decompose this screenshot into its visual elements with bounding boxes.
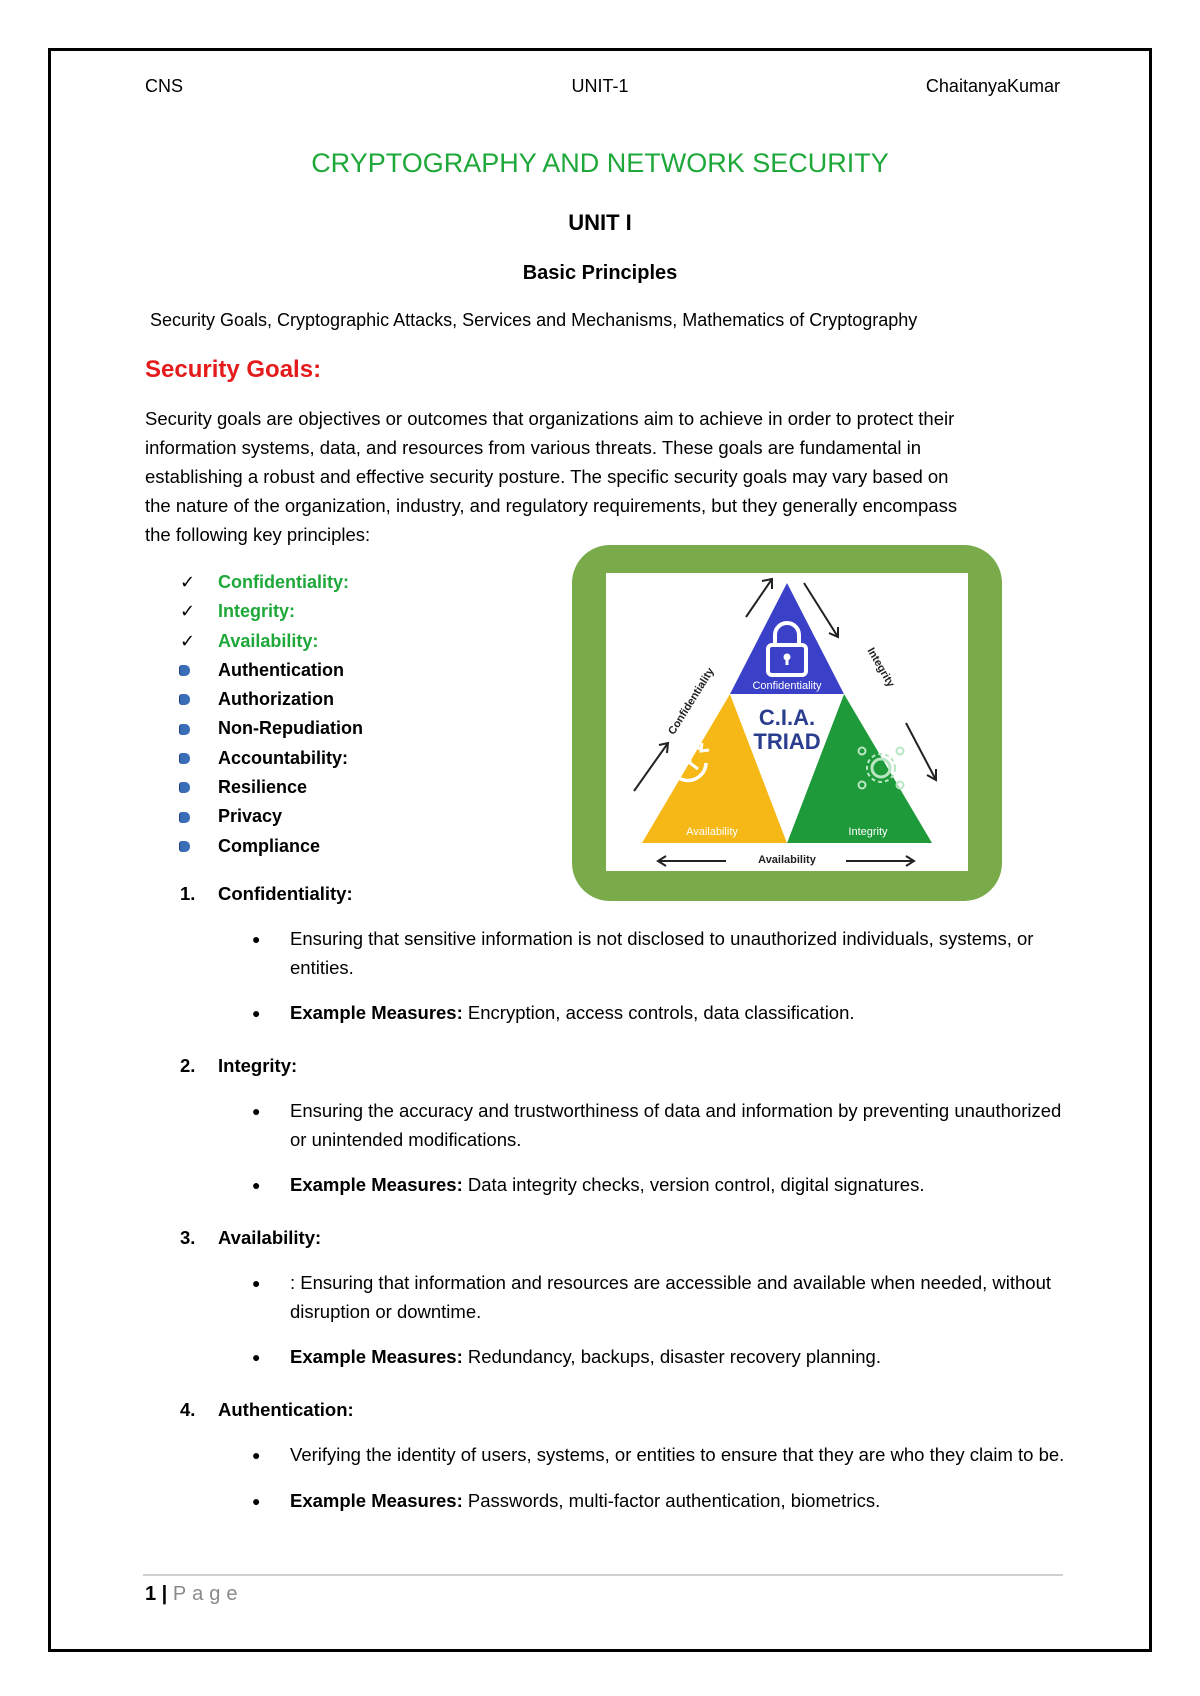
cia-triad-diagram: [606, 573, 968, 871]
goal-example: [252, 1486, 1080, 1516]
list-item: [180, 568, 363, 597]
goal-heading: [180, 878, 1080, 910]
triad-title-line2: TRIAD: [753, 729, 821, 754]
goal-heading: [180, 1394, 1080, 1426]
example-text: Passwords, multi-factor authentication, biometrics.: [462, 1490, 881, 1511]
bullet-icon: ●: [252, 1275, 261, 1291]
example-label: Example Measures:: [290, 1490, 463, 1511]
footer-divider: [143, 1574, 1063, 1576]
goal-label: Authentication: [218, 659, 344, 680]
goal-number: 4.: [180, 1399, 196, 1420]
goal-example: [252, 998, 1080, 1028]
page-footer: [145, 1583, 244, 1606]
goal-example: [252, 1170, 1080, 1200]
page-number: 1: [145, 1583, 157, 1605]
example-text: Redundancy, backups, disaster recovery planning.: [462, 1346, 881, 1367]
goal-description: ● Verifying the identity of users, systems, or entities to ensure that they are who they claim to be.: [252, 1440, 1080, 1470]
goal-label: Resilience: [218, 777, 308, 798]
goal-description: ● Ensuring that sensitive information is not disclosed to unauthorized individuals, systems, or entities.: [252, 924, 1080, 982]
goal-number: 2.: [180, 1055, 196, 1076]
footer-separator: |: [156, 1583, 173, 1605]
side-right-label: Integrity: [864, 645, 897, 690]
section-heading: Security Goals:: [145, 356, 322, 383]
bullet-icon: ●: [252, 1103, 261, 1119]
header-author: ChaitanyaKumar: [925, 76, 1060, 96]
goal-description: ● : Ensuring that information and resources are accessible and available when needed, without disruption or downtime.: [252, 1268, 1080, 1326]
checkmark-icon: ✓: [180, 572, 196, 592]
list-item: [180, 685, 363, 714]
example-text: Data integrity checks, version control, digital signatures.: [462, 1174, 925, 1195]
list-item: [180, 802, 363, 831]
list-item: [180, 773, 363, 802]
cia-triad-panel: [606, 573, 968, 871]
topics-line: Security Goals, Cryptographic Attacks, Services and Mechanisms, Mathematics of Cryptography: [150, 310, 918, 330]
goal-name: Availability:: [218, 1227, 322, 1248]
triad-title-line1: C.I.A.: [758, 705, 816, 730]
goal-label: Availability:: [218, 630, 319, 651]
top-triangle-label: Confidentiality: [752, 680, 822, 692]
goal-label: Accountability:: [218, 747, 349, 768]
goal-label: Privacy: [218, 806, 283, 827]
list-item: [180, 627, 363, 656]
list-item: [180, 714, 363, 743]
goal-item: [180, 1394, 1080, 1516]
list-item: [180, 832, 363, 861]
list-item: [180, 656, 363, 685]
goal-description: ● Ensuring the accuracy and trustworthiness of data and information by preventing unauthorized or unintended modifications.: [252, 1096, 1080, 1154]
intro-line: establishing a robust and effective security posture. The specific security goals may vary based on: [145, 466, 949, 487]
bullet-icon: [180, 812, 218, 823]
unit-heading: UNIT I: [568, 210, 632, 235]
header-unit: UNIT-1: [571, 76, 629, 96]
right-triangle-label: Integrity: [848, 826, 888, 838]
cia-triad-figure: [572, 545, 1002, 901]
goal-name: Integrity:: [218, 1055, 298, 1076]
example-label: Example Measures:: [290, 1346, 463, 1367]
goal-item: [180, 878, 1080, 1028]
bullet-icon: [180, 724, 218, 735]
intro-line: Security goals are objectives or outcomes that organizations aim to achieve in order to protect their: [145, 408, 955, 429]
goal-item: [180, 1050, 1080, 1200]
example-label: Example Measures:: [290, 1174, 463, 1195]
unit-subtitle: Basic Principles: [522, 262, 678, 284]
goal-label: Non-Repudiation: [218, 718, 363, 739]
bullet-icon: ●: [252, 1349, 261, 1365]
document-title: CRYPTOGRAPHY AND NETWORK SECURITY: [311, 148, 889, 178]
bullet-icon: [180, 694, 218, 705]
goal-number: 1.: [180, 883, 196, 904]
checkmark-icon: ✓: [180, 601, 196, 622]
goal-example: [252, 1342, 1080, 1372]
bullet-icon: [180, 782, 218, 793]
example-text: Encryption, access controls, data classification.: [462, 1002, 855, 1023]
intro-line: information systems, data, and resources from various threats. These goals are fundamental in: [145, 437, 922, 458]
intro-line: the nature of the organization, industry, and regulatory requirements, but they generally encompass: [145, 495, 958, 516]
page-label: Page: [172, 1583, 244, 1605]
goal-label: Integrity:: [218, 601, 296, 622]
goal-heading: [180, 1050, 1080, 1082]
bullet-icon: [180, 841, 218, 852]
bullet-icon: ●: [252, 1005, 261, 1021]
left-triangle-label: Availability: [686, 826, 738, 838]
intro-paragraph: [145, 404, 1065, 549]
goal-label: Confidentiality:: [218, 572, 349, 592]
bullet-icon: ●: [252, 1177, 261, 1193]
goal-label: Compliance: [218, 835, 321, 856]
bullet-icon: [180, 753, 218, 764]
bullet-icon: ●: [252, 1447, 261, 1463]
checkmark-icon: ✓: [180, 630, 196, 651]
confidentiality-triangle: [730, 583, 844, 694]
example-label: Example Measures:: [290, 1002, 463, 1023]
goal-details: [180, 878, 1080, 1516]
list-item: [180, 744, 363, 773]
side-bottom-label: Availability: [758, 854, 816, 866]
goal-item: [180, 1222, 1080, 1372]
side-left-label: Confidentiality: [666, 665, 717, 737]
goal-name: Confidentiality:: [218, 883, 353, 904]
goal-label: Authorization: [218, 689, 334, 710]
bullet-icon: ●: [252, 931, 261, 947]
goal-name: Authentication:: [218, 1399, 354, 1420]
bullet-icon: ●: [252, 1493, 261, 1509]
goal-list: [180, 568, 363, 861]
intro-line: the following key principles:: [145, 524, 371, 545]
goal-heading: [180, 1222, 1080, 1254]
bullet-icon: [180, 665, 218, 676]
list-item: [180, 597, 363, 626]
header-course: CNS: [145, 76, 184, 96]
goal-number: 3.: [180, 1227, 196, 1248]
